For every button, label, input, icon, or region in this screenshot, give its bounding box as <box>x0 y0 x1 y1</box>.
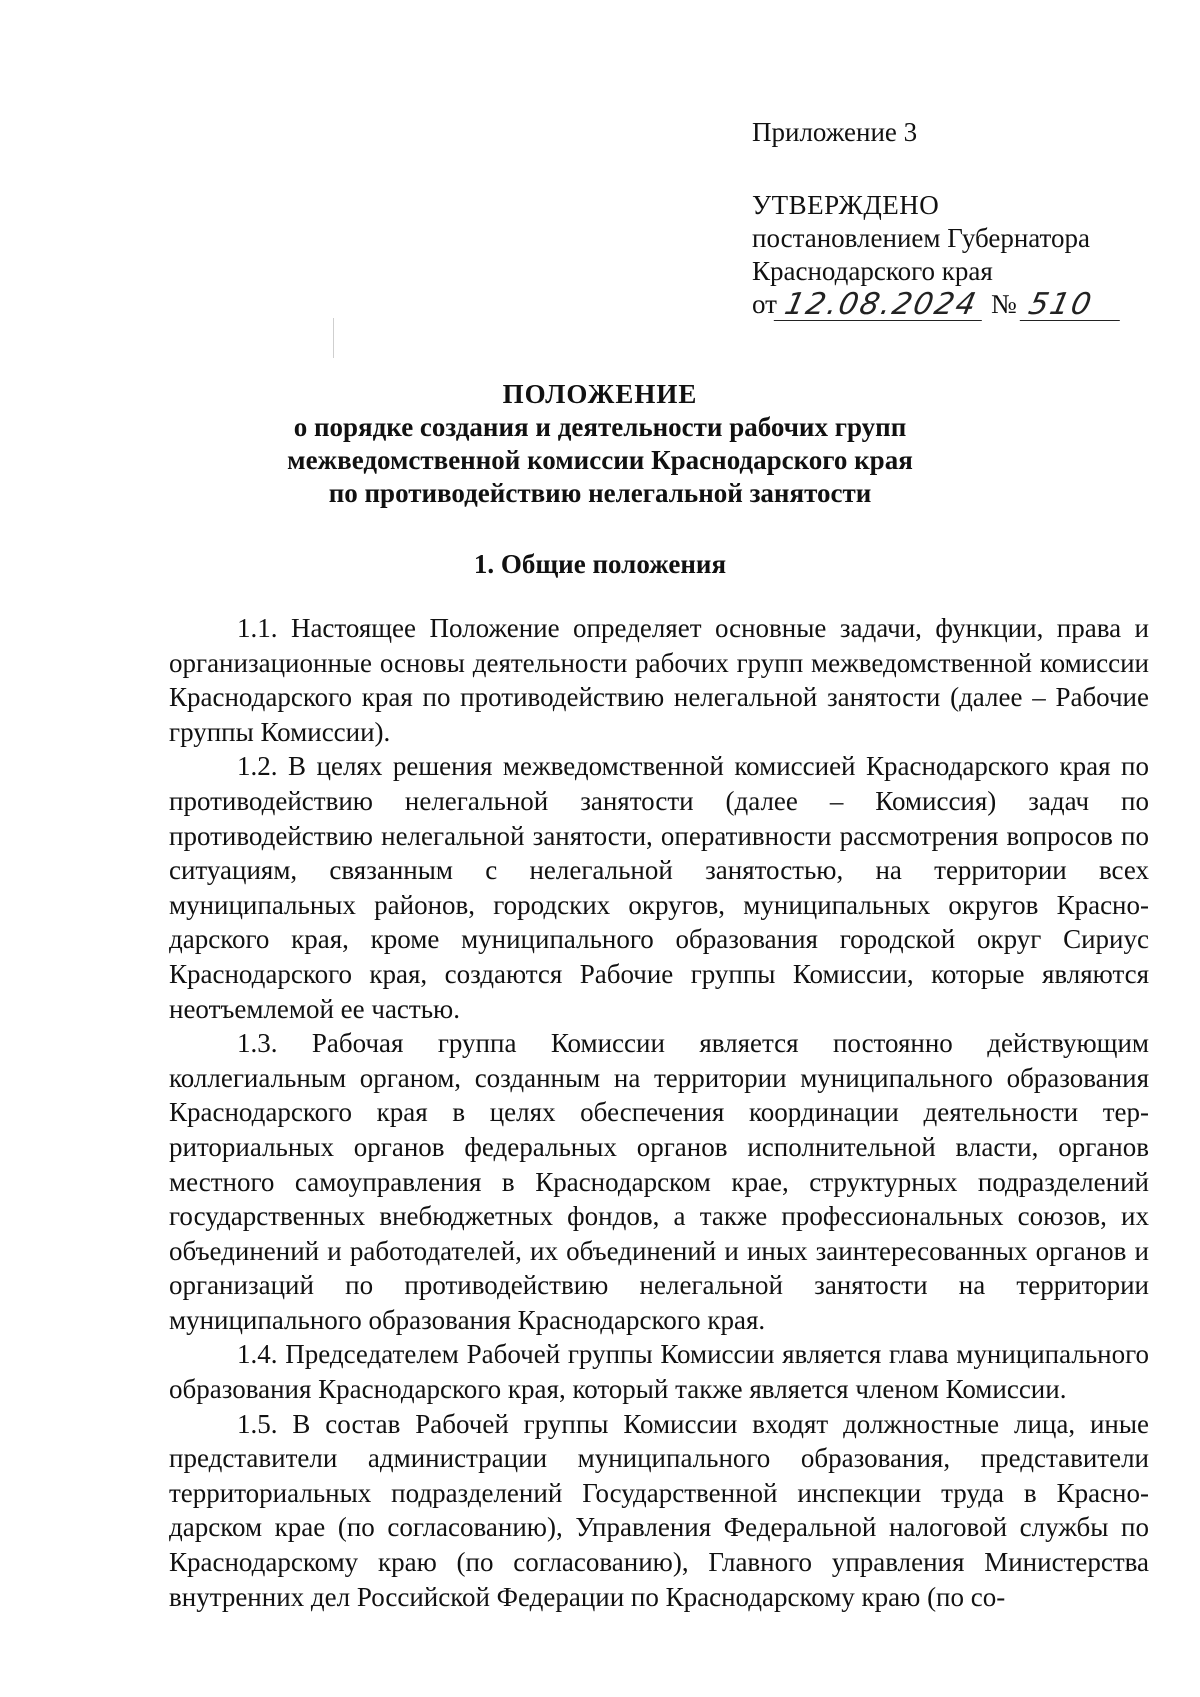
scan-margin-mark <box>333 318 334 358</box>
date-prefix: от <box>752 289 777 319</box>
paragraph-1-2: 1.2. В целях решения межведомственной комиссией Краснодарского края по противодействию нелегальной занятости (далее – Комиссия) задач по противодействию нелегальной занятости, оперативности рассмотрения вопросов по ситуациям, связанным с нелегальной занятостью, на территории всех муниципальных районов, городских округов, муниципальных округов Краснодарского края, кроме муниципального образования городской округ Сириус Краснодарского края, создаются Рабочие группы Комиссии, которые являются неотъемлемой ее частью. <box>169 751 1149 1024</box>
document-title: ПОЛОЖЕНИЕ <box>502 379 698 409</box>
handwritten-date: 12.08.2024 <box>774 290 989 321</box>
paragraph-1-3: 1.3. Рабочая группа Комиссии является постоянно действующим коллегиальным органом, созданным на территории муниципального образования Краснодарского края в целях обеспечения координации деятельности территориальных органов федеральных органов исполнительной власти, органов местного самоуправления в Краснодарском крае, структурных подразделений государственных внебюджетных фондов, а также профессиональных союзов, их объединений и работодателей, их объединений и иных заинтересованных органов и организаций по противодействию нелегальной занятости на территории муниципального образования Краснодарского края. <box>169 1028 1149 1335</box>
handwritten-number: 510 <box>1019 290 1126 321</box>
approved-label: УТВЕРЖДЕНО <box>752 190 940 220</box>
appendix-label: Приложение 3 <box>752 117 918 147</box>
approval-line-1: постановлением Губернатора <box>752 223 1090 253</box>
approval-block <box>752 116 1152 321</box>
document-subtitle-line-1: о порядке создания и деятельности рабочих групп <box>293 412 907 442</box>
approval-date-line <box>752 288 1152 321</box>
paragraph-1-1: 1.1. Настоящее Положение определяет основные задачи, функции, права и организационные основы деятельности рабочих групп межведомственной комиссии Краснодарского края по противодействию нелегальной занятости (далее – Рабочие группы Комиссии). <box>169 613 1149 747</box>
document-subtitle-line-3: по противодействию нелегальной занятости <box>328 478 872 508</box>
paragraph-1-5: 1.5. В состав Рабочей группы Комиссии входят должностные лица, иные представители администрации муниципального образования, представители территориальных подразделений Государственной инспекции труда в Краснодарском крае (по согласованию), Управления Федеральной налоговой службы по Краснодарскому краю (по согласованию), Главного управления Министерства внутренних дел Российской Федерации по Краснодарскому краю (по со- <box>169 1408 1149 1612</box>
document-subtitle-line-2: межведомственной комиссии Краснодарского края <box>287 445 913 475</box>
number-sign: № <box>990 289 1017 319</box>
document-body <box>169 611 1149 1614</box>
approval-line-2: Краснодарского края <box>752 256 993 286</box>
document-title-block <box>150 378 1050 510</box>
paragraph-1-4: 1.4. Председателем Рабочей группы Комиссии является глава муниципального образования Краснодарского края, который также является членом Комиссии. <box>169 1339 1149 1405</box>
section-heading: 1. Общие положения <box>473 549 727 579</box>
